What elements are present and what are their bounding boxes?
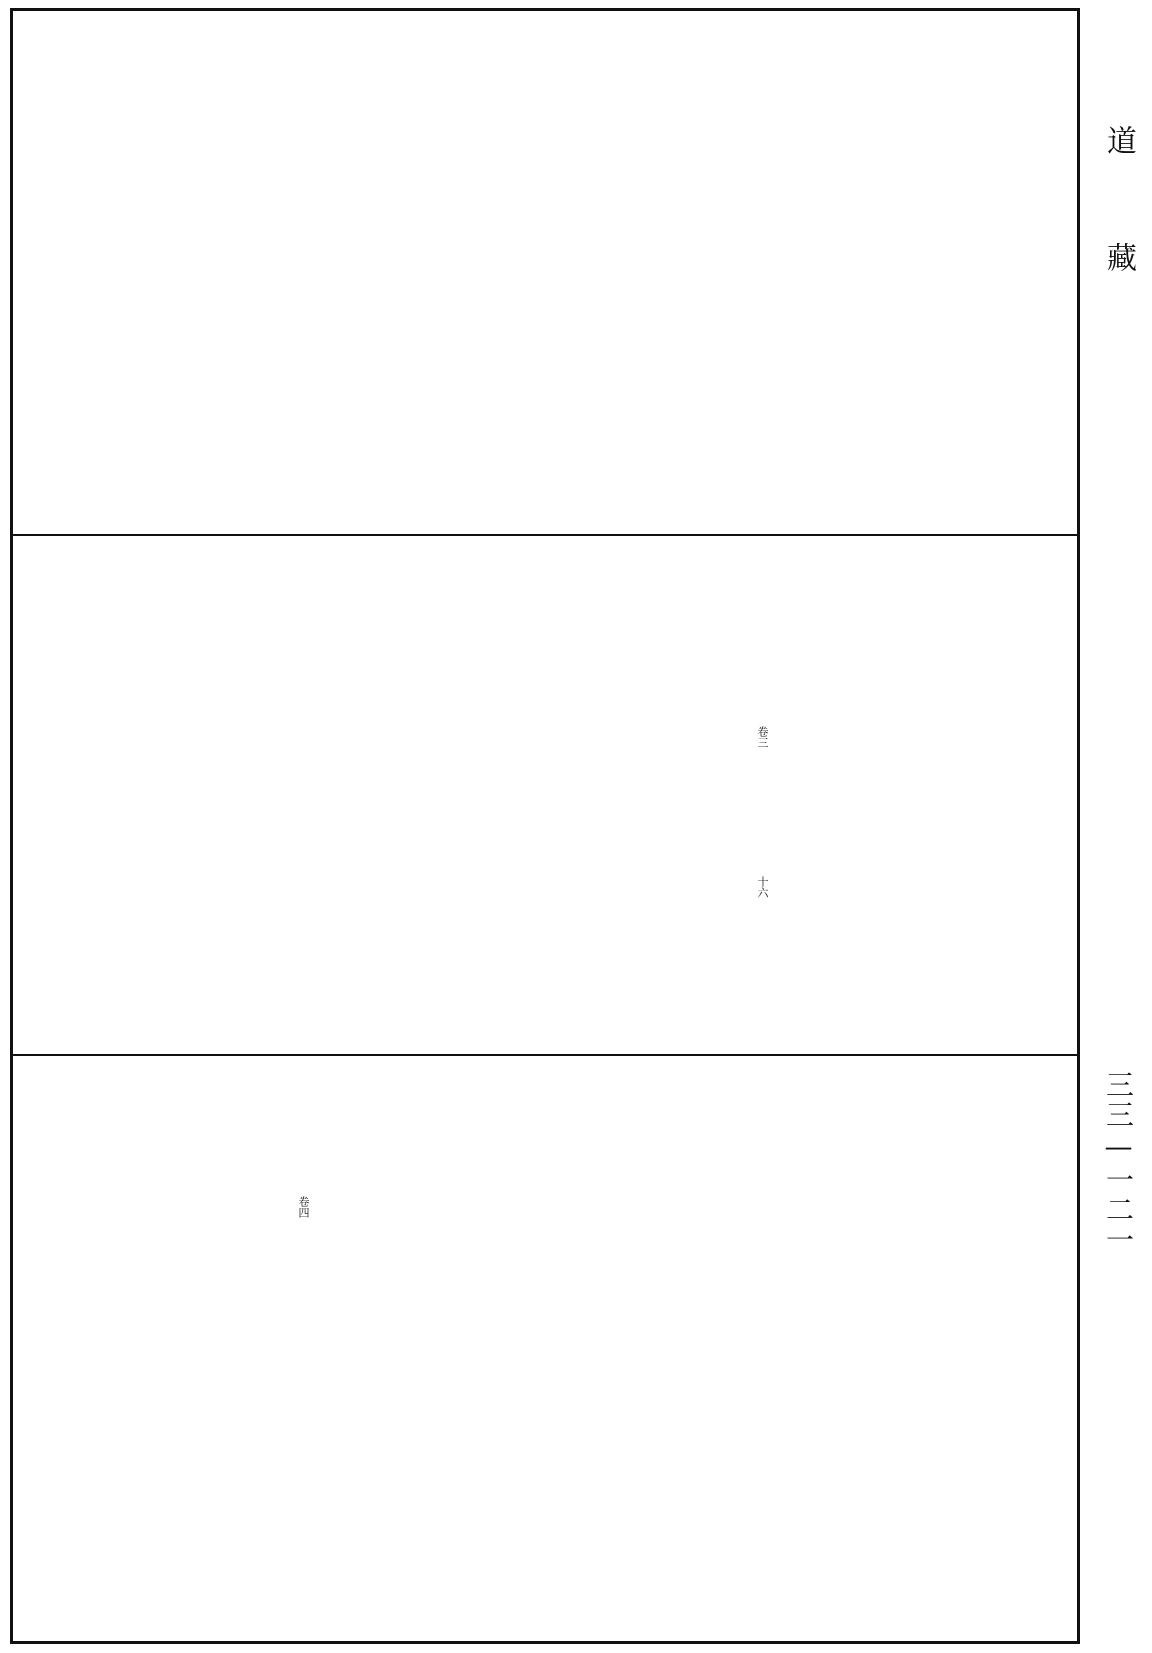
panel-lower	[13, 1056, 1077, 1641]
text-column	[275, 29, 319, 520]
folio-mark: 十六	[756, 876, 769, 898]
text-column	[169, 1074, 213, 1627]
text-column	[27, 1074, 71, 1627]
text-column	[225, 29, 269, 520]
text-column	[771, 29, 815, 520]
text-column	[74, 1074, 118, 1627]
text-column	[310, 1074, 354, 1627]
text-column	[374, 29, 418, 520]
folio-mark: 卷三	[756, 726, 769, 748]
text-column	[374, 554, 418, 1040]
text-column	[969, 29, 1013, 520]
text-column	[405, 1074, 449, 1627]
text-column	[325, 554, 369, 1040]
text-column	[126, 29, 170, 520]
text-column	[870, 554, 914, 1040]
margin-label-mid: 藏	[1101, 242, 1136, 272]
text-column	[573, 554, 617, 1040]
text-column	[924, 1074, 968, 1627]
text-column	[920, 554, 964, 1040]
text-column	[27, 554, 71, 1040]
column-group	[27, 554, 1063, 1040]
text-column	[77, 29, 121, 520]
text-column	[216, 1074, 260, 1627]
text-column	[736, 1074, 780, 1627]
text-column	[672, 29, 716, 520]
text-column	[126, 554, 170, 1040]
text-column	[176, 29, 220, 520]
text-column	[547, 1074, 591, 1627]
text-column	[27, 29, 71, 520]
text-column	[721, 29, 765, 520]
text-column	[263, 1074, 310, 1627]
text-column	[452, 1074, 496, 1627]
text-column	[121, 1074, 165, 1627]
column-group	[27, 1074, 1063, 1627]
text-column	[969, 554, 1013, 1040]
text-column	[1019, 554, 1063, 1040]
text-column	[424, 29, 468, 520]
section-heading	[523, 29, 567, 520]
text-column	[523, 554, 567, 1040]
text-column	[821, 554, 865, 1040]
text-column	[920, 29, 964, 520]
page-number: 三三—一二一	[1102, 1070, 1135, 1255]
text-column	[721, 554, 765, 1040]
text-column	[275, 554, 319, 1040]
panel-upper	[13, 11, 1077, 536]
text-column	[77, 554, 121, 1040]
page-frame	[10, 8, 1080, 1644]
text-column	[473, 29, 517, 520]
panel-middle	[13, 536, 1077, 1056]
text-column	[688, 1074, 732, 1627]
text-column	[1019, 29, 1063, 520]
text-column	[622, 29, 666, 520]
text-column	[499, 1074, 543, 1627]
margin-label-top: 道	[1101, 125, 1136, 155]
text-column	[877, 1074, 921, 1627]
text-column	[672, 554, 716, 1040]
text-column	[176, 554, 220, 1040]
text-column	[641, 1074, 685, 1627]
folio-mark: 卷四	[297, 1196, 310, 1218]
text-column	[870, 29, 914, 520]
volume-title	[1019, 1074, 1063, 1627]
text-column	[771, 554, 815, 1040]
text-column	[358, 1074, 402, 1627]
text-column	[830, 1074, 874, 1627]
text-column	[325, 29, 369, 520]
text-column	[594, 1074, 638, 1627]
column-group	[27, 29, 1063, 520]
text-column	[622, 554, 666, 1040]
text-column	[821, 29, 865, 520]
text-column	[473, 554, 517, 1040]
text-column	[573, 29, 617, 520]
text-column	[783, 1074, 827, 1627]
text-column	[225, 554, 269, 1040]
section-heading	[972, 1074, 1016, 1627]
text-column	[424, 554, 468, 1040]
